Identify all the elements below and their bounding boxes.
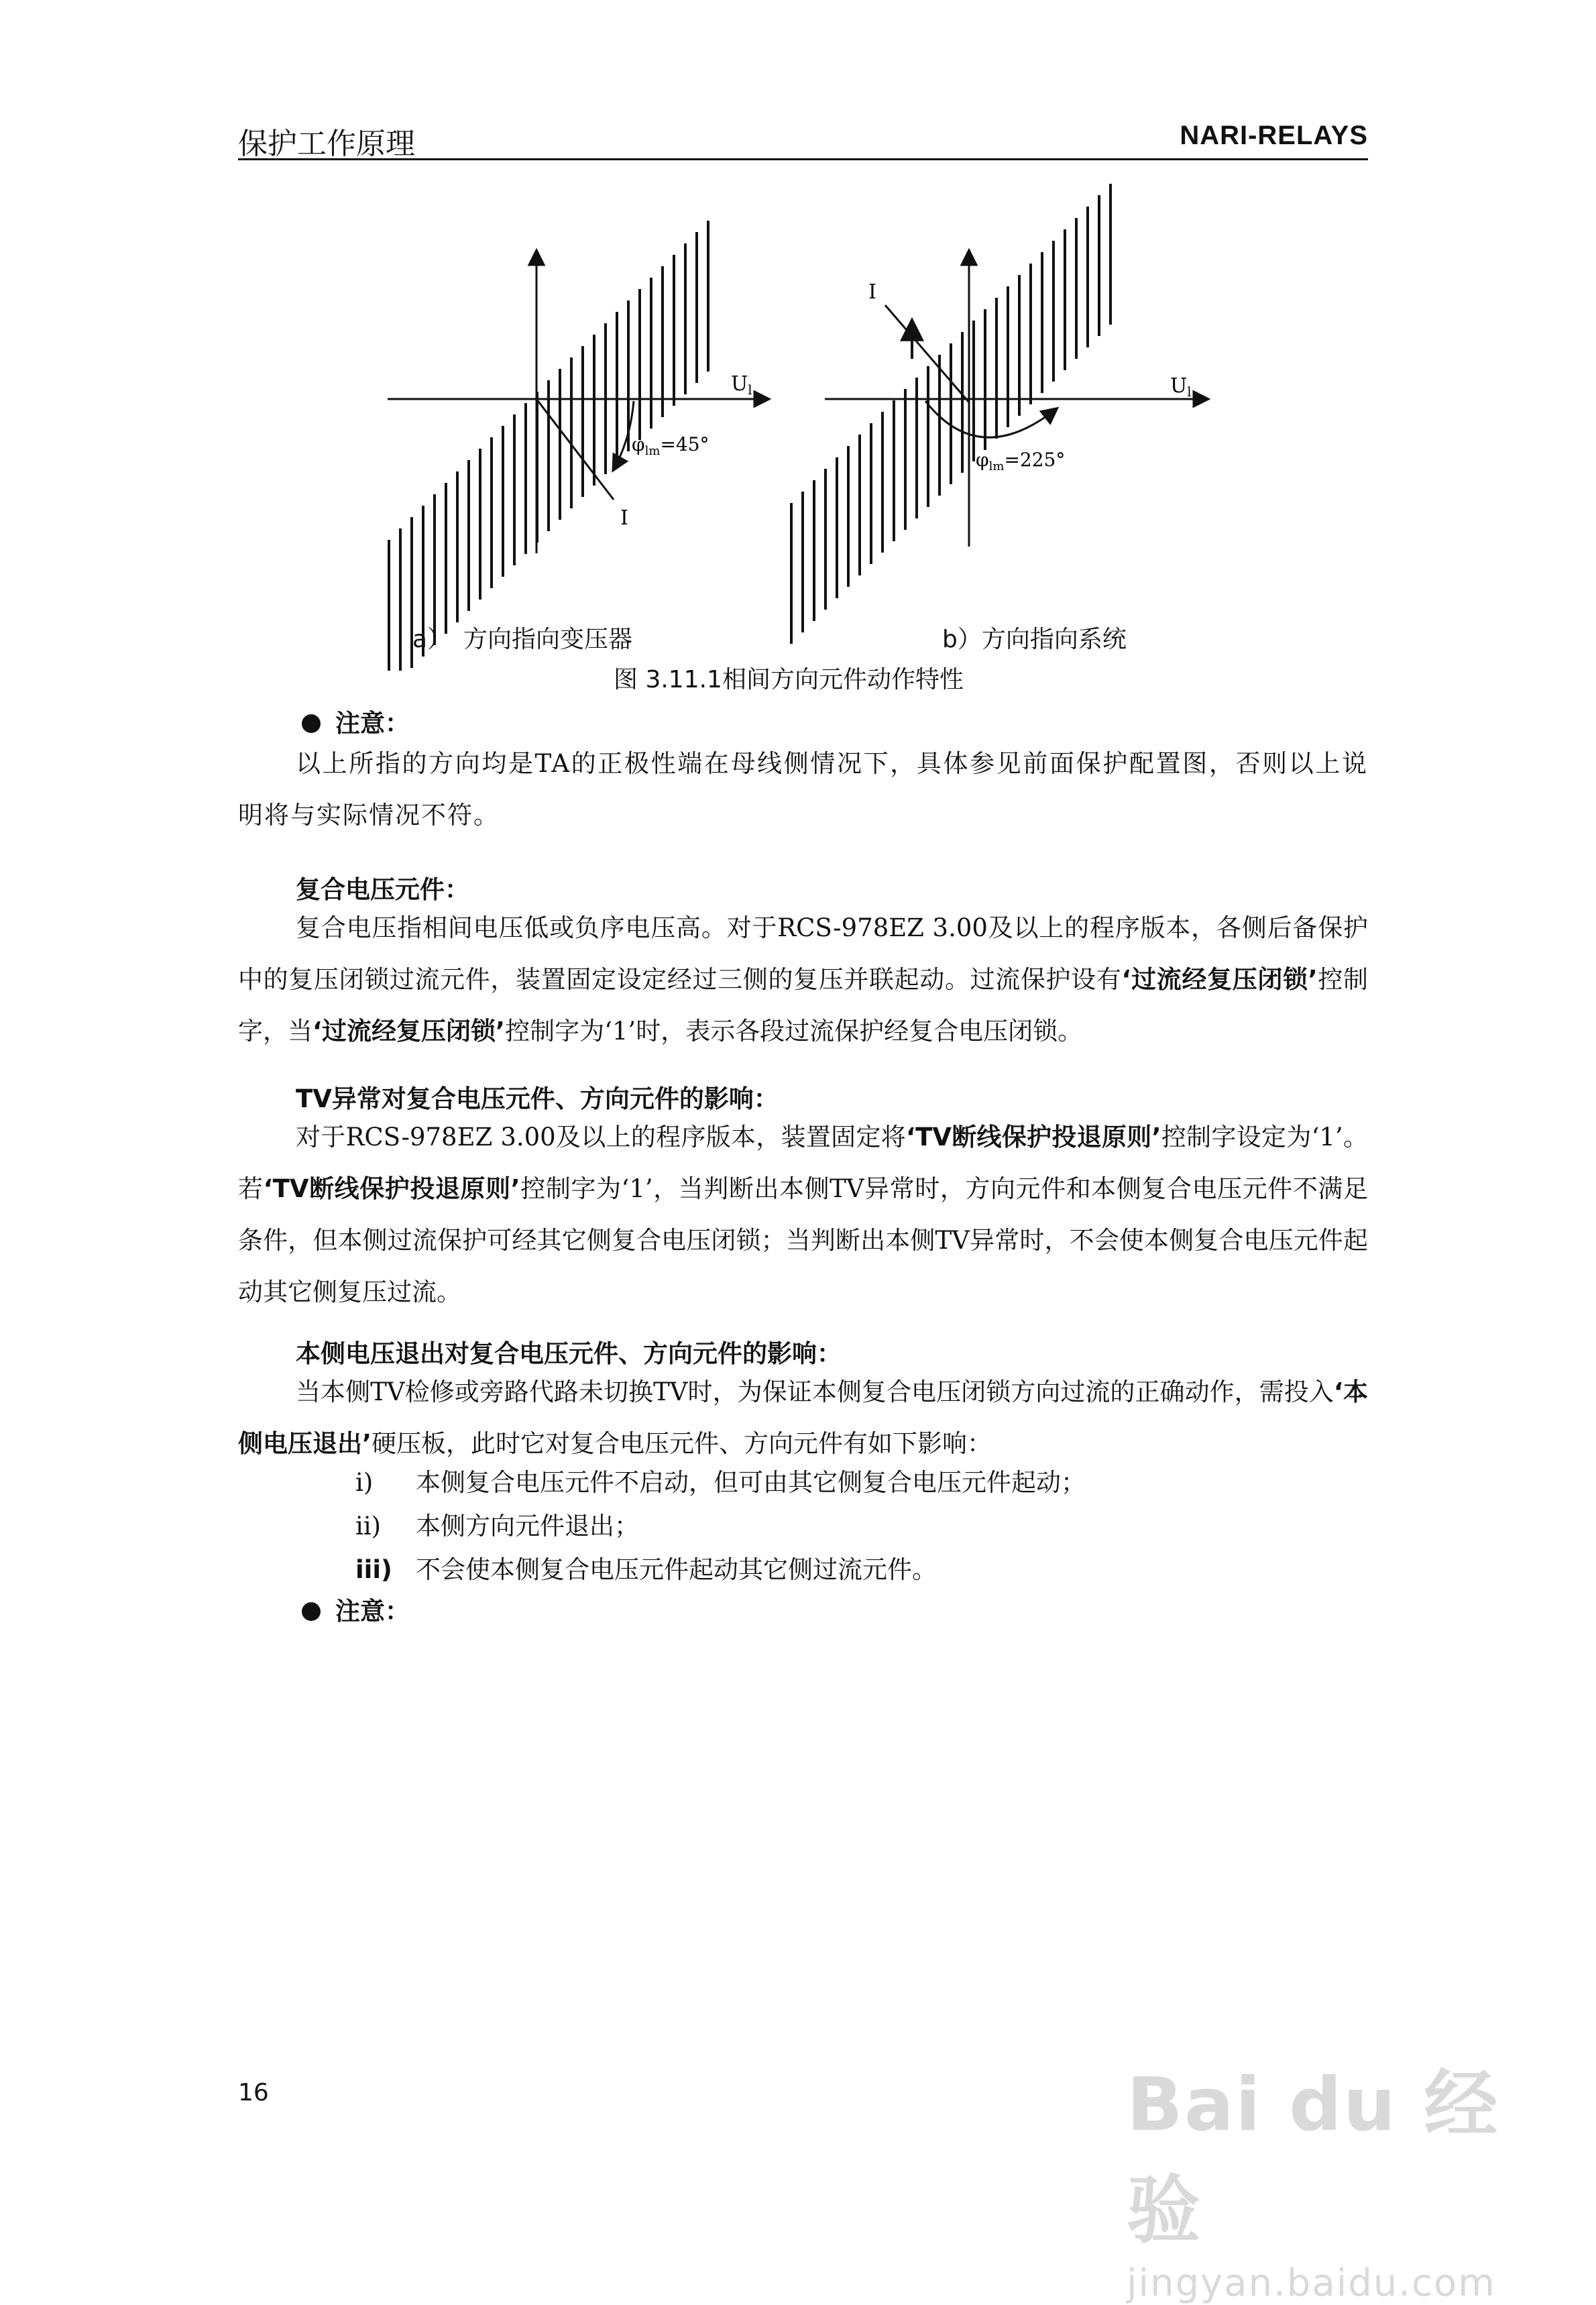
watermark-brand: Bai du 经验: [1127, 2062, 1499, 2253]
watermark-url: jingyan.baidu.com: [1127, 2261, 1496, 2305]
bullet-dot-icon: [302, 714, 321, 733]
figure-a-u-label: $U_l$: [731, 372, 752, 398]
page-number: 16: [238, 2079, 269, 2106]
list-item: iii) 不会使本侧复合电压元件起动其它侧过流元件。: [355, 1555, 937, 1584]
sec3-title: 本侧电压退出对复合电压元件、方向元件的影响：: [296, 1339, 842, 1368]
direction-characteristic-figure: [0, 0, 1596, 671]
watermark: [1127, 2045, 1542, 2305]
figure-b-angle-label: $\varphi_{lm}=225^\circ$: [976, 449, 1066, 473]
figure-b-u-label: $U_l$: [1170, 374, 1192, 400]
bullet-dot-icon: [302, 1602, 321, 1621]
figure-a-caption: a） 方向指向变压器: [412, 626, 633, 653]
sec1-title: 复合电压元件：: [296, 875, 469, 904]
note-2-label: 注意：: [335, 1597, 410, 1626]
figure-b-hatch: [791, 184, 1110, 644]
header-brand: NARI-RELAYS: [1180, 121, 1368, 150]
figure-title: 图 3.11.1相间方向元件动作特性: [614, 666, 964, 693]
note-1: [302, 703, 410, 739]
figure-b-caption: b）方向指向系统: [942, 626, 1127, 653]
sec1-paragraph: 复合电压指相间电压低或负序电压高。对于RCS-978EZ 3.00及以上的程序版本，各侧后备保护中的复压闭锁过流元件，装置固定设定经过三侧的复压并联起动。过流保护设有‘过流经复压闭锁’控制字，当‘过流经复压闭锁’控制字为‘1’时，表示各段过流保护经复合电压闭锁。: [238, 913, 1369, 1046]
note-1-label: 注意：: [335, 709, 410, 738]
figure-b-i-label: I: [868, 280, 876, 304]
note-1-text: 以上所指的方向均是TA的正极性端在母线侧情况下，具体参见前面保护配置图，否则以上说明将与实际情况不符。: [238, 749, 1368, 830]
sec3-paragraph: 当本侧TV检修或旁路代路未切换TV时，为保证本侧复合电压闭锁方向过流的正确动作，需投入‘本侧电压退出’硬压板，此时它对复合电压元件、方向元件有如下影响：: [238, 1378, 1368, 1458]
sec2-title: TV异常对复合电压元件、方向元件的影响：: [296, 1084, 779, 1113]
figure-a-i-label: I: [620, 506, 628, 530]
list-item: i) 本侧复合电压元件不启动，但可由其它侧复合电压元件起动；: [355, 1468, 1086, 1497]
figure-b: [791, 184, 1207, 644]
list-item: ii) 本侧方向元件退出；: [355, 1512, 639, 1540]
figure-b-angle-arc: [925, 401, 1056, 437]
figure-a: [388, 221, 768, 671]
note-2: [302, 1591, 410, 1627]
figure-a-angle-label: $\varphi_{lm}=45^\circ$: [632, 433, 709, 458]
sec2-paragraph: 对于RCS-978EZ 3.00及以上的程序版本，装置固定将‘TV断线保护投退原则’控制字设定为‘1’。若‘TV断线保护投退原则’控制字为‘1’，当判断出本侧TV异常时，方向元件和本侧复合电压元件不满足条件，但本侧过流保护可经其它侧复合电压闭锁；当判断出本侧TV异常时，不会使本侧复合电压元件起动其它侧复压过流。: [238, 1123, 1368, 1306]
header-title: 保护工作原理: [238, 127, 415, 161]
